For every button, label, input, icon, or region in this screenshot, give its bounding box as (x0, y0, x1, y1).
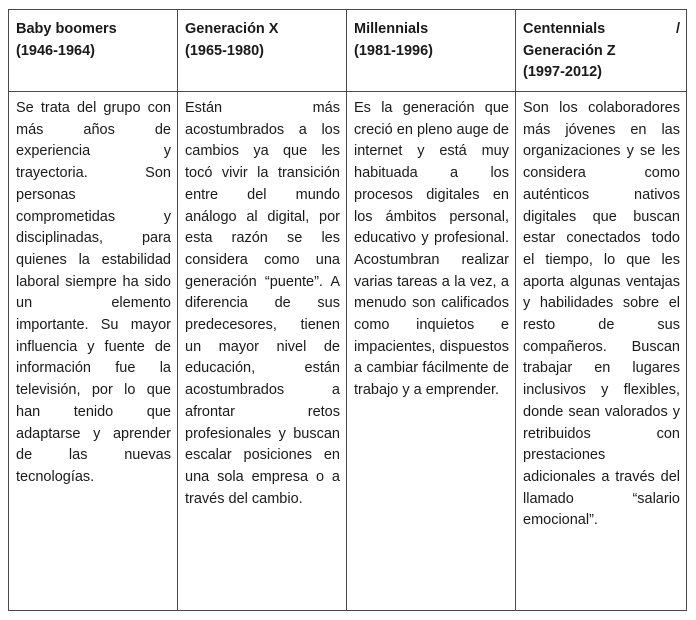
cell-centennials-description: Son los colaboradores más jóvenes en las organizaciones y se les considera como auténticos nativos digitales que buscan estar conectados todo el tiempo, lo que les aporta algunas ventajas y habilidades sobre el resto de sus compañeros. Buscan trabajar en lugares inclusivos y flexibles, donde sean valorados y retribuidos con prestaciones adicionales a través del llamado “salario emocional”. (516, 92, 687, 611)
header-generacion-x (178, 10, 347, 92)
cell-millennials-description: Es la generación que creció en pleno auge de internet y está muy habituada a los procesos digitales en los ámbitos personal, educativo y profesional. Acostumbran realizar varias tareas a la vez, a menudo son calificados como inquietos e impacientes, dispuestos a cambiar fácilmente de trabajo y a emprender. (347, 92, 516, 611)
header-name: Generación X (185, 21, 279, 37)
header-years: (1965-1980) (185, 42, 264, 59)
cell-generacion-x-description: Están más acostumbrados a los cambios ya que les tocó vivir la transición entre del mundo análogo al digital, por esta razón se les considera como una generación “puente”. A diferencia de sus predecesores, tienen un mayor nivel de educación, están acostumbrados a afrontar retos profesionales y buscan escalar posiciones en una sola empresa o a través del cambio. (178, 92, 347, 611)
header-centennials (516, 10, 687, 92)
generations-table (8, 9, 687, 611)
cell-baby-boomers-description: Se trata del grupo con más años de experiencia y trayectoria. Son personas comprometidas y disciplinadas, para quienes la estabilidad laboral siempre ha sido un elemento importante. Su mayor influencia y fuente de información fue la televisión, por lo que han tenido que adaptarse y aprender de las nuevas tecnologías. (9, 92, 178, 611)
header-years: (1981-1996) (354, 42, 433, 59)
header-name-line (523, 19, 680, 41)
header-years: (1997-2012) (523, 64, 602, 80)
header-name-alt: Generación Z (523, 42, 616, 59)
header-name: Centennials (523, 21, 606, 37)
table-row (9, 92, 687, 611)
header-name: Baby boomers (16, 21, 117, 37)
header-years: (1946-1964) (16, 42, 95, 59)
header-row (9, 10, 687, 92)
header-separator: / (675, 21, 680, 37)
table-body (9, 92, 687, 611)
header-name: Millennials (354, 21, 429, 37)
header-millennials (347, 10, 516, 92)
table-header (9, 10, 687, 92)
header-baby-boomers (9, 10, 178, 92)
